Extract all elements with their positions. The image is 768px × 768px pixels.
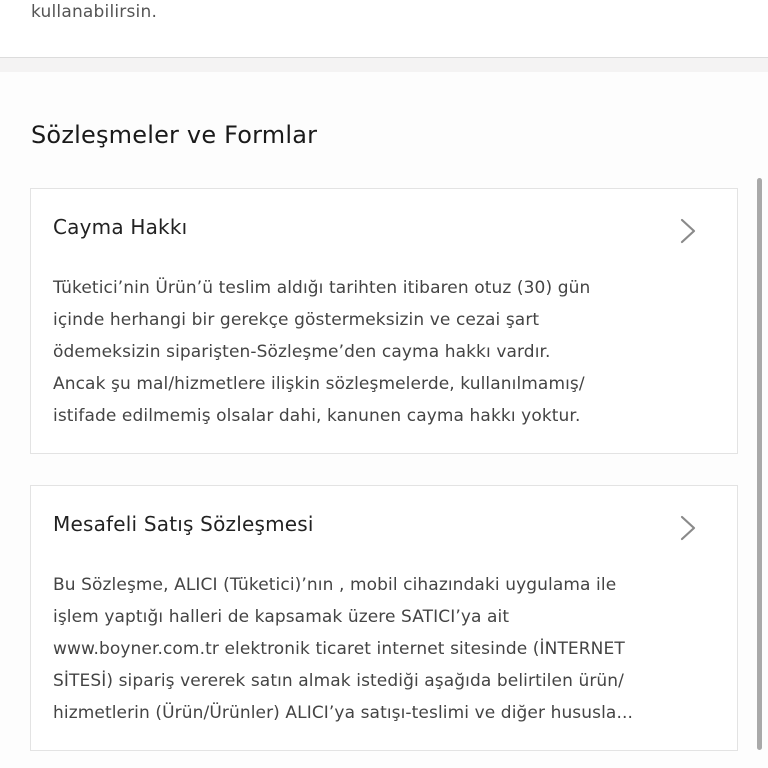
section-title: Sözleşmeler ve Formlar [31,121,318,149]
previous-section-text: kullanabilirsin. [31,2,158,22]
chevron-right-icon[interactable] [677,514,699,542]
previous-section [0,0,768,57]
card-description-line: SİTESİ) sipariş vererek satın almak istediği aşağıda belirtilen ürün/ [53,671,624,691]
card-title: Mesafeli Satış Sözleşmesi [53,512,314,536]
card-description-line: www.boyner.com.tr elektronik ticaret internet sitesinde (İNTERNET [53,639,625,659]
card-title: Cayma Hakkı [53,215,188,239]
card-description-line: hizmetlerin (Ürün/Ürünler) ALICI’ya satışı-teslimi ve diğer hususla... [53,703,633,723]
card-description-line: içinde herhangi bir gerekçe göstermeksizin ve cezai şart [53,310,540,330]
chevron-right-icon[interactable] [677,217,699,245]
card-description-line: istifade edilmemiş olsalar dahi, kanunen cayma hakkı yoktur. [53,406,581,426]
section-separator-band [0,58,768,72]
card-description-line: işlem yaptığı halleri de kapsamak üzere SATICI’ya ait [53,607,510,627]
card-description-line: Ancak şu mal/hizmetlere ilişkin sözleşmelerde, kullanılmamış/ [53,374,585,394]
vertical-scrollbar[interactable] [757,178,762,750]
card-description-line: Tüketici’nin Ürün’ü teslim aldığı tarihten itibaren otuz (30) gün [53,278,591,298]
card-description [53,272,723,432]
card-cayma-hakki[interactable] [30,188,738,454]
card-description-line: ödemeksizin siparişten-Sözleşme’den cayma hakkı vardır. [53,342,551,362]
card-description-line: Bu Sözleşme, ALICI (Tüketici)’nın , mobil cihazındaki uygulama ile [53,575,617,595]
contracts-and-forms-section [0,72,768,768]
card-mesafeli-satis-sozlesmesi[interactable] [30,485,738,751]
card-description [53,569,723,729]
